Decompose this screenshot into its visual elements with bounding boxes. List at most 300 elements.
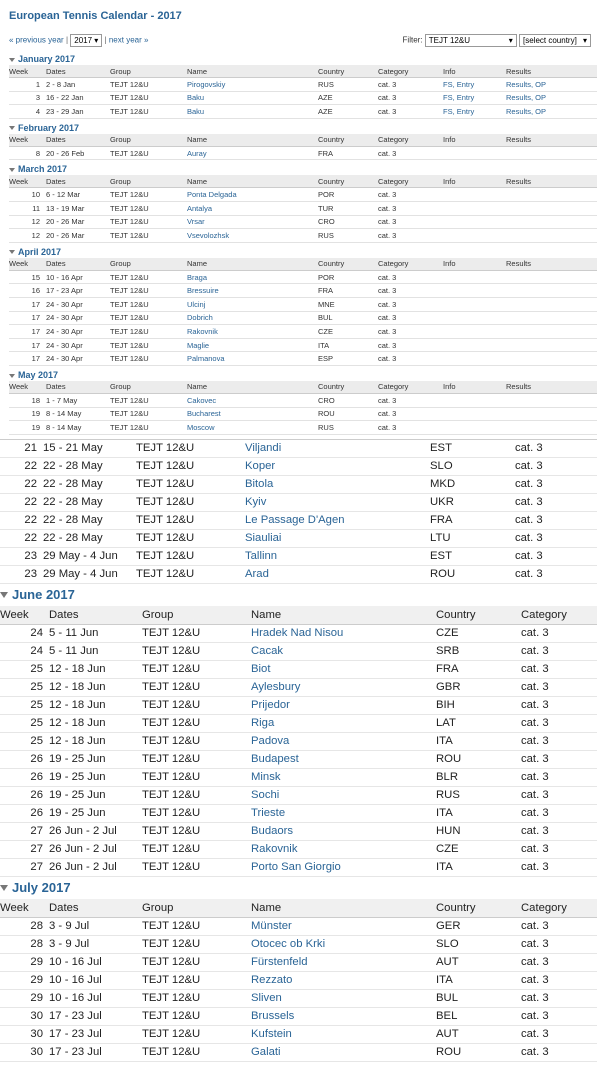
- week-cell: 17: [9, 338, 46, 352]
- results-link[interactable]: Results, OP: [506, 93, 547, 103]
- week-cell: 17: [9, 352, 46, 366]
- results-link[interactable]: Results, OP: [506, 79, 547, 89]
- tournament-link[interactable]: Bucharest: [187, 409, 221, 419]
- table-row: [0, 953, 597, 971]
- tournament-name-cell: [251, 989, 436, 1007]
- country-filter-select[interactable]: [519, 34, 591, 47]
- week-cell: 30: [0, 1007, 49, 1025]
- tournament-name-cell: [251, 1043, 436, 1061]
- week-cell: 15: [9, 270, 46, 284]
- week-cell: 24: [0, 624, 49, 642]
- week-cell: 26: [0, 750, 49, 768]
- week-cell: 22: [0, 529, 43, 547]
- week-cell: 11: [9, 201, 46, 215]
- tournament-link[interactable]: Sochi: [251, 789, 280, 802]
- tournament-name-cell: [251, 642, 436, 660]
- month-toggle[interactable]: [0, 584, 597, 606]
- month-block: [0, 246, 597, 366]
- dates-cell: 22 - 28 May: [43, 475, 136, 493]
- category-cell: cat. 3: [378, 188, 443, 202]
- filter-label: Filter:: [402, 35, 423, 45]
- column-header-results: Results: [506, 381, 597, 394]
- week-cell: 27: [0, 822, 49, 840]
- category-cell: cat. 3: [521, 732, 597, 750]
- tournament-link[interactable]: Prijedor: [251, 699, 290, 712]
- country-cell: BEL: [436, 1007, 521, 1025]
- country-cell: MNE: [318, 297, 378, 311]
- tournament-name-cell: [187, 201, 318, 215]
- collapse-triangle-icon: [9, 168, 15, 172]
- dates-cell: 12 - 18 Jun: [49, 732, 142, 750]
- category-cell: cat. 3: [378, 325, 443, 339]
- results-cell: [506, 188, 597, 202]
- tournament-name-cell: [187, 284, 318, 298]
- tournament-name-cell: [251, 1007, 436, 1025]
- table-row: [0, 1043, 597, 1061]
- tournament-link[interactable]: Auray: [187, 148, 207, 158]
- tournament-name-cell: [251, 971, 436, 989]
- group-cell: TEJT 12&U: [110, 284, 187, 298]
- table-row: [9, 352, 597, 366]
- dates-cell: 8 - 14 May: [46, 407, 110, 421]
- country-cell: CZE: [436, 840, 521, 858]
- info-cell: [443, 311, 506, 325]
- country-cell: CRO: [318, 215, 378, 229]
- nav-separator: |: [65, 35, 69, 45]
- next-year-link[interactable]: next year »: [108, 35, 149, 45]
- tournament-link[interactable]: Rakovnik: [251, 843, 298, 856]
- week-cell: 25: [0, 714, 49, 732]
- column-header-dates: Dates: [49, 899, 142, 918]
- tournament-link[interactable]: Moscow: [187, 422, 215, 432]
- info-link[interactable]: FS, Entry: [443, 106, 475, 116]
- collapse-triangle-icon: [9, 374, 15, 378]
- tournament-link[interactable]: Palmanova: [187, 354, 225, 364]
- dates-cell: 13 - 19 Mar: [46, 201, 110, 215]
- tournament-link[interactable]: Vrsar: [187, 217, 205, 227]
- group-cell: TEJT 12&U: [142, 1043, 251, 1061]
- results-cell: [506, 105, 597, 119]
- tournament-name-cell: [187, 325, 318, 339]
- dates-cell: 19 - 25 Jun: [49, 804, 142, 822]
- column-header-group: Group: [110, 381, 187, 394]
- results-cell: [506, 421, 597, 435]
- tournament-link[interactable]: Viljandi: [245, 442, 282, 455]
- group-cell: TEJT 12&U: [142, 624, 251, 642]
- month-title-text: January 2017: [18, 54, 76, 64]
- table-header-row: [0, 606, 597, 625]
- table-row: [0, 475, 597, 493]
- column-header-country: Country: [318, 381, 378, 394]
- column-header-results: Results: [506, 258, 597, 271]
- tournament-name-cell: [187, 393, 318, 407]
- tournament-link[interactable]: Porto San Giorgio: [251, 861, 341, 874]
- info-cell: [443, 78, 506, 92]
- tournament-link[interactable]: Aylesbury: [251, 681, 301, 694]
- table-row: [0, 971, 597, 989]
- category-cell: cat. 3: [521, 750, 597, 768]
- tournament-link[interactable]: Kyiv: [245, 496, 267, 509]
- info-link[interactable]: FS, Entry: [443, 79, 475, 89]
- week-cell: 12: [9, 215, 46, 229]
- tournament-link[interactable]: Minsk: [251, 771, 281, 784]
- country-cell: BIH: [436, 696, 521, 714]
- dates-cell: 2 - 8 Jan: [46, 78, 110, 92]
- table-header-row: [9, 134, 597, 147]
- category-cell: cat. 3: [378, 421, 443, 435]
- group-cell: TEJT 12&U: [110, 393, 187, 407]
- tournament-link[interactable]: Kufstein: [251, 1028, 292, 1041]
- month-table: [9, 134, 597, 161]
- month-title-text: February 2017: [18, 122, 80, 133]
- table-row: [9, 407, 597, 421]
- tournament-name-cell: [187, 352, 318, 366]
- large-calendar-section: [0, 439, 597, 1062]
- category-cell: cat. 3: [378, 91, 443, 105]
- category-cell: cat. 3: [521, 1043, 597, 1061]
- column-header-dates: Dates: [49, 606, 142, 625]
- column-header-week: Week: [9, 65, 46, 78]
- table-row: [9, 105, 597, 119]
- tournament-link[interactable]: Padova: [251, 735, 290, 748]
- dates-cell: 8 - 14 May: [46, 421, 110, 435]
- column-header-country: Country: [318, 175, 378, 188]
- dates-cell: 24 - 30 Apr: [46, 325, 110, 339]
- category-cell: cat. 3: [521, 642, 597, 660]
- category-cell: cat. 3: [378, 215, 443, 229]
- category-cell: cat. 3: [521, 768, 597, 786]
- week-cell: 17: [9, 297, 46, 311]
- info-cell: [443, 338, 506, 352]
- group-cell: TEJT 12&U: [142, 732, 251, 750]
- tournament-link[interactable]: Bitola: [245, 478, 274, 491]
- tournament-link[interactable]: Rezzato: [251, 974, 293, 987]
- country-cell: AZE: [318, 91, 378, 105]
- group-cell: TEJT 12&U: [110, 229, 187, 243]
- month-title-text: May 2017: [18, 369, 59, 380]
- category-cell: cat. 3: [521, 804, 597, 822]
- column-header-results: Results: [506, 175, 597, 188]
- dates-cell: 20 - 26 Feb: [46, 146, 110, 160]
- month-toggle[interactable]: [0, 53, 597, 65]
- column-header-group: Group: [142, 899, 251, 918]
- tournament-link[interactable]: Fürstenfeld: [251, 956, 308, 969]
- tournament-link[interactable]: Hradek Nad Nisou: [251, 627, 344, 640]
- tournament-link[interactable]: Baku: [187, 106, 205, 116]
- group-filter-select[interactable]: [425, 34, 517, 47]
- table-row: [9, 78, 597, 92]
- nav-separator: |: [104, 35, 107, 45]
- country-cell: ITA: [436, 804, 521, 822]
- table-row: [0, 822, 597, 840]
- group-cell: TEJT 12&U: [142, 917, 251, 935]
- column-header-group: Group: [110, 65, 187, 78]
- tournament-link[interactable]: Rakovnik: [187, 326, 218, 336]
- info-cell: [443, 105, 506, 119]
- tournament-link[interactable]: Trieste: [251, 807, 286, 820]
- table-header-row: [0, 899, 597, 918]
- dates-cell: 24 - 30 Apr: [46, 297, 110, 311]
- group-cell: TEJT 12&U: [110, 78, 187, 92]
- table-header-row: [9, 381, 597, 394]
- table-row: [0, 935, 597, 953]
- table-row: [0, 858, 597, 876]
- tournament-link[interactable]: Münster: [251, 920, 292, 933]
- table-header-row: [9, 175, 597, 188]
- month-toggle[interactable]: [0, 246, 597, 258]
- month-toggle[interactable]: [0, 369, 597, 381]
- country-cell: EST: [430, 439, 515, 457]
- table-row: [9, 393, 597, 407]
- chevron-down-icon: ▾: [508, 36, 513, 45]
- category-cell: cat. 3: [378, 311, 443, 325]
- tournament-link[interactable]: Sliven: [251, 992, 282, 1005]
- country-cell: LTU: [430, 529, 515, 547]
- column-header-name: Name: [187, 258, 318, 271]
- tournament-name-cell: [245, 439, 430, 457]
- category-cell: cat. 3: [378, 201, 443, 215]
- tournament-link[interactable]: Biot: [251, 663, 271, 676]
- month-toggle[interactable]: [0, 877, 597, 899]
- dates-cell: 12 - 18 Jun: [49, 678, 142, 696]
- column-header-category: Category: [378, 258, 443, 271]
- month-title-text: June 2017: [12, 586, 75, 602]
- month-table: [0, 899, 597, 1062]
- results-cell: [506, 270, 597, 284]
- group-cell: TEJT 12&U: [142, 858, 251, 876]
- category-cell: cat. 3: [521, 971, 597, 989]
- column-header-week: Week: [0, 606, 49, 625]
- tournament-link[interactable]: Koper: [245, 460, 276, 473]
- table-row: [0, 678, 597, 696]
- week-cell: 30: [0, 1043, 49, 1061]
- collapse-triangle-icon: [9, 250, 15, 254]
- tournament-link[interactable]: Ulcinj: [187, 299, 206, 309]
- results-cell: [506, 215, 597, 229]
- country-cell: POR: [318, 270, 378, 284]
- country-cell: ITA: [436, 732, 521, 750]
- week-cell: 18: [9, 393, 46, 407]
- country-cell: FRA: [318, 284, 378, 298]
- info-cell: [443, 284, 506, 298]
- tournament-name-cell: [187, 421, 318, 435]
- tournament-name-cell: [245, 529, 430, 547]
- dates-cell: 5 - 11 Jun: [49, 624, 142, 642]
- tournament-link[interactable]: Tallinn: [245, 550, 278, 563]
- collapse-triangle-icon: [9, 126, 15, 130]
- table-row: [9, 188, 597, 202]
- year-select[interactable]: [70, 34, 102, 47]
- table-row: [9, 284, 597, 298]
- week-cell: 16: [9, 284, 46, 298]
- column-header-name: Name: [187, 65, 318, 78]
- tournament-name-cell: [187, 297, 318, 311]
- country-cell: ITA: [436, 971, 521, 989]
- dates-cell: 22 - 28 May: [43, 511, 136, 529]
- tournament-link[interactable]: Arad: [245, 568, 269, 581]
- tournament-link[interactable]: Bressuire: [187, 286, 219, 296]
- country-cell: SRB: [436, 642, 521, 660]
- dates-cell: 17 - 23 Jul: [49, 1025, 142, 1043]
- tournament-link[interactable]: Pirogovskiy: [187, 79, 226, 89]
- results-cell: [506, 284, 597, 298]
- category-cell: cat. 3: [521, 935, 597, 953]
- dates-cell: 15 - 21 May: [43, 439, 136, 457]
- column-header-name: Name: [187, 134, 318, 147]
- table-row: [0, 547, 597, 565]
- tournament-name-cell: [187, 338, 318, 352]
- group-cell: TEJT 12&U: [136, 493, 245, 511]
- tournament-link[interactable]: Braga: [187, 272, 208, 282]
- tournament-name-cell: [187, 146, 318, 160]
- collapse-triangle-icon: [0, 592, 8, 598]
- group-cell: TEJT 12&U: [142, 714, 251, 732]
- results-cell: [506, 407, 597, 421]
- month-toggle[interactable]: [0, 122, 597, 134]
- tournament-link[interactable]: Ponta Delgada: [187, 190, 237, 200]
- tournament-link[interactable]: Budapest: [251, 753, 299, 766]
- dates-cell: 24 - 30 Apr: [46, 338, 110, 352]
- table-row: [0, 989, 597, 1007]
- category-cell: cat. 3: [521, 989, 597, 1007]
- table-row: [9, 311, 597, 325]
- collapse-triangle-icon: [0, 885, 8, 891]
- country-cell: ROU: [436, 750, 521, 768]
- tournament-link[interactable]: Galati: [251, 1046, 281, 1059]
- group-cell: TEJT 12&U: [110, 201, 187, 215]
- tournament-link[interactable]: Riga: [251, 717, 275, 730]
- country-cell: ROU: [430, 565, 515, 583]
- week-cell: 12: [9, 229, 46, 243]
- category-cell: cat. 3: [378, 146, 443, 160]
- group-cell: TEJT 12&U: [110, 297, 187, 311]
- tournament-name-cell: [251, 660, 436, 678]
- month-toggle[interactable]: [0, 163, 597, 175]
- week-cell: 28: [0, 935, 49, 953]
- week-cell: 21: [0, 439, 43, 457]
- dates-cell: 24 - 30 Apr: [46, 311, 110, 325]
- category-cell: cat. 3: [515, 457, 597, 475]
- country-cell: RUS: [436, 786, 521, 804]
- column-header-info: Info: [443, 381, 506, 394]
- table-row: [9, 338, 597, 352]
- table-header-row: [9, 65, 597, 78]
- group-cell: TEJT 12&U: [110, 407, 187, 421]
- country-cell: SLO: [430, 457, 515, 475]
- country-cell: BLR: [436, 768, 521, 786]
- category-cell: cat. 3: [515, 547, 597, 565]
- results-link[interactable]: Results, OP: [506, 106, 547, 116]
- tournament-name-cell: [187, 105, 318, 119]
- group-cell: TEJT 12&U: [142, 935, 251, 953]
- dates-cell: 19 - 25 Jun: [49, 786, 142, 804]
- tournament-name-cell: [187, 215, 318, 229]
- results-cell: [506, 352, 597, 366]
- tournament-link[interactable]: Siauliai: [245, 532, 282, 545]
- week-cell: 23: [0, 547, 43, 565]
- previous-year-link[interactable]: « previous year: [9, 35, 64, 45]
- dates-cell: 12 - 18 Jun: [49, 696, 142, 714]
- tournament-link[interactable]: Maglie: [187, 340, 210, 350]
- country-cell: RUS: [318, 421, 378, 435]
- year-select-value: 2017: [74, 36, 93, 45]
- month-title-text: March 2017: [18, 164, 68, 175]
- tournament-name-cell: [251, 714, 436, 732]
- table-row: [9, 325, 597, 339]
- category-cell: cat. 3: [378, 407, 443, 421]
- table-row: [9, 297, 597, 311]
- month-title-text: April 2017: [18, 246, 62, 257]
- column-header-info: Info: [443, 134, 506, 147]
- week-cell: 30: [0, 1025, 49, 1043]
- info-link[interactable]: FS, Entry: [443, 93, 475, 103]
- country-cell: ROU: [318, 407, 378, 421]
- column-header-dates: Dates: [46, 381, 110, 394]
- results-cell: [506, 325, 597, 339]
- table-row: [0, 529, 597, 547]
- dates-cell: 3 - 9 Jul: [49, 935, 142, 953]
- tournament-link[interactable]: Brussels: [251, 1010, 295, 1023]
- column-header-group: Group: [110, 175, 187, 188]
- week-cell: 29: [0, 953, 49, 971]
- group-cell: TEJT 12&U: [110, 311, 187, 325]
- tournament-link[interactable]: Cacak: [251, 645, 284, 658]
- may-continued-table: [0, 439, 597, 584]
- tournament-name-cell: [187, 229, 318, 243]
- tournament-link[interactable]: Dobrich: [187, 313, 213, 323]
- column-header-country: Country: [436, 899, 521, 918]
- table-row: [9, 421, 597, 435]
- column-header-country: Country: [318, 134, 378, 147]
- group-cell: TEJT 12&U: [110, 105, 187, 119]
- tournament-link[interactable]: Otocec ob Krki: [251, 938, 326, 951]
- month-table: [9, 175, 597, 242]
- column-header-country: Country: [318, 258, 378, 271]
- group-cell: TEJT 12&U: [110, 270, 187, 284]
- results-cell: [506, 297, 597, 311]
- category-cell: cat. 3: [521, 858, 597, 876]
- week-cell: 19: [9, 407, 46, 421]
- tournament-link[interactable]: Baku: [187, 93, 205, 103]
- column-header-results: Results: [506, 65, 597, 78]
- dates-cell: 17 - 23 Jul: [49, 1043, 142, 1061]
- results-cell: [506, 78, 597, 92]
- tournament-link[interactable]: Cakovec: [187, 395, 217, 405]
- week-cell: 17: [9, 311, 46, 325]
- dates-cell: 5 - 11 Jun: [49, 642, 142, 660]
- category-cell: cat. 3: [521, 1025, 597, 1043]
- table-row: [0, 714, 597, 732]
- group-cell: TEJT 12&U: [110, 338, 187, 352]
- tournament-link[interactable]: Budaors: [251, 825, 294, 838]
- tournament-name-cell: [245, 493, 430, 511]
- table-row: [0, 439, 597, 457]
- tournament-link[interactable]: Le Passage D'Agen: [245, 514, 345, 527]
- week-cell: 3: [9, 91, 46, 105]
- month-title-text: July 2017: [12, 879, 71, 895]
- country-cell: FRA: [318, 146, 378, 160]
- category-cell: cat. 3: [521, 660, 597, 678]
- info-cell: [443, 407, 506, 421]
- tournament-link[interactable]: Vsevolozhsk: [187, 230, 230, 240]
- country-cell: HUN: [436, 822, 521, 840]
- group-cell: TEJT 12&U: [110, 91, 187, 105]
- tournament-link[interactable]: Antalya: [187, 203, 213, 213]
- tournament-name-cell: [251, 768, 436, 786]
- category-cell: cat. 3: [378, 393, 443, 407]
- dates-cell: 12 - 18 Jun: [49, 660, 142, 678]
- table-row: [9, 201, 597, 215]
